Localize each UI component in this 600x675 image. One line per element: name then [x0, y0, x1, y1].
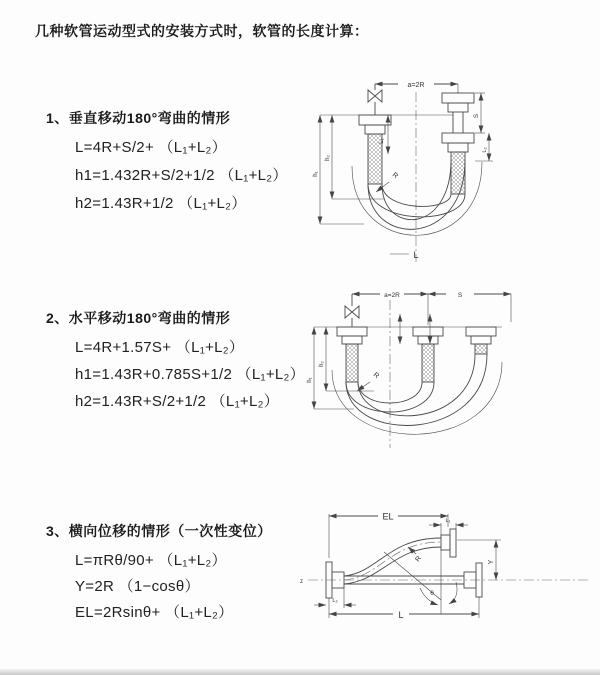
- formula-2-length: L=4R+1.57S+ （L₁+L₂）: [75, 339, 245, 356]
- formula-2-h1: h1=1.43R+0.785S+1/2 （L₁+L₂）: [75, 366, 305, 383]
- right-pipe-fitting: [466, 327, 496, 354]
- displaced-hose-s-curve: [344, 538, 441, 584]
- dim-label-theta: θ: [430, 590, 434, 597]
- dim-l1: [429, 518, 468, 535]
- dim-label-s: S: [473, 113, 480, 119]
- middle-pipe-fitting: [413, 327, 443, 382]
- section-1-heading: 1、垂直移动180°弯曲的情形: [46, 110, 231, 126]
- dim-a-2r: [352, 292, 428, 299]
- diagram-horizontal-180-bend: [306, 276, 598, 458]
- dim-l2: [314, 588, 356, 608]
- dim-label-h2: h₂: [325, 155, 331, 161]
- radius-callout: [357, 372, 380, 391]
- dim-label-r: R: [390, 171, 400, 181]
- dim-label-r: R: [371, 371, 381, 381]
- formula-3-el: EL=2Rsinθ+ （L₁+L₂）: [75, 604, 234, 621]
- dim-label-h1: h₁: [307, 377, 313, 383]
- section-3-heading: 3、横向位移的情形（一次性变位）: [46, 523, 272, 539]
- dim-label-l1: L₁: [445, 518, 451, 524]
- dim-h1: [313, 115, 364, 224]
- dim-label-el: EL: [382, 511, 394, 522]
- formula-1-h1: h1=1.432R+S/2+1/2 （L₁+L₂）: [75, 167, 288, 184]
- formula-1-length: L=4R+S/2+ （L₁+L₂）: [75, 139, 227, 156]
- page-bottom-edge: [0, 669, 600, 675]
- dim-label-a2r: a=2R: [384, 292, 400, 299]
- formula-3-y: Y=2R （1−cosθ）: [75, 578, 200, 595]
- dim-label-h2: h₂: [319, 361, 325, 367]
- right-pipe-fittings: [442, 93, 474, 194]
- dim-l2: [475, 133, 493, 161]
- dim-s: [428, 292, 511, 325]
- dim-a-2r: [375, 82, 458, 93]
- dim-label-r: R: [414, 555, 424, 564]
- dim-l: [329, 597, 479, 620]
- angle-theta: [420, 582, 457, 605]
- left-pipe-fitting: [359, 115, 391, 184]
- dim-label-s: S: [457, 292, 463, 299]
- formula-2-h2: h2=1.43R+S/2+1/2 （L₁+L₂）: [75, 393, 280, 410]
- upper-flange-displaced: [441, 529, 456, 557]
- formula-3-length: L=πRθ/90+ （L₁+L₂）: [75, 552, 227, 569]
- valve-icon: [345, 294, 359, 327]
- diagram-vertical-180-bend: [312, 64, 592, 264]
- formula-1-h2: h2=1.43R+1/2 （L₁+L₂）: [75, 195, 247, 212]
- valve-icon: [368, 84, 382, 115]
- dim-label-l2: L₂: [332, 598, 338, 604]
- fitting-length-ticks: [400, 314, 430, 344]
- dim-label-h1: h₁: [313, 171, 319, 177]
- length-callout: [390, 250, 419, 260]
- dim-label-y: Y: [488, 559, 495, 565]
- dim-label-a2r: a=2R: [407, 82, 425, 89]
- dim-el: [329, 512, 448, 559]
- dim-label-l: L: [398, 610, 404, 620]
- centerline-mark: z: [300, 579, 303, 585]
- dim-label-l2: L₂: [482, 147, 488, 153]
- dim-label-l1: L₁: [379, 138, 385, 144]
- diagram-lateral-displacement: [296, 502, 596, 647]
- dim-s: [473, 93, 485, 133]
- radius-construction: [384, 547, 441, 614]
- page-title: 几种软管运动型式的安装方式时，软管的长度计算：: [35, 23, 369, 39]
- section-2-heading: 2、水平移动180°弯曲的情形: [46, 310, 231, 326]
- left-pipe-fitting: [337, 327, 367, 382]
- dim-label-l: L: [413, 250, 419, 260]
